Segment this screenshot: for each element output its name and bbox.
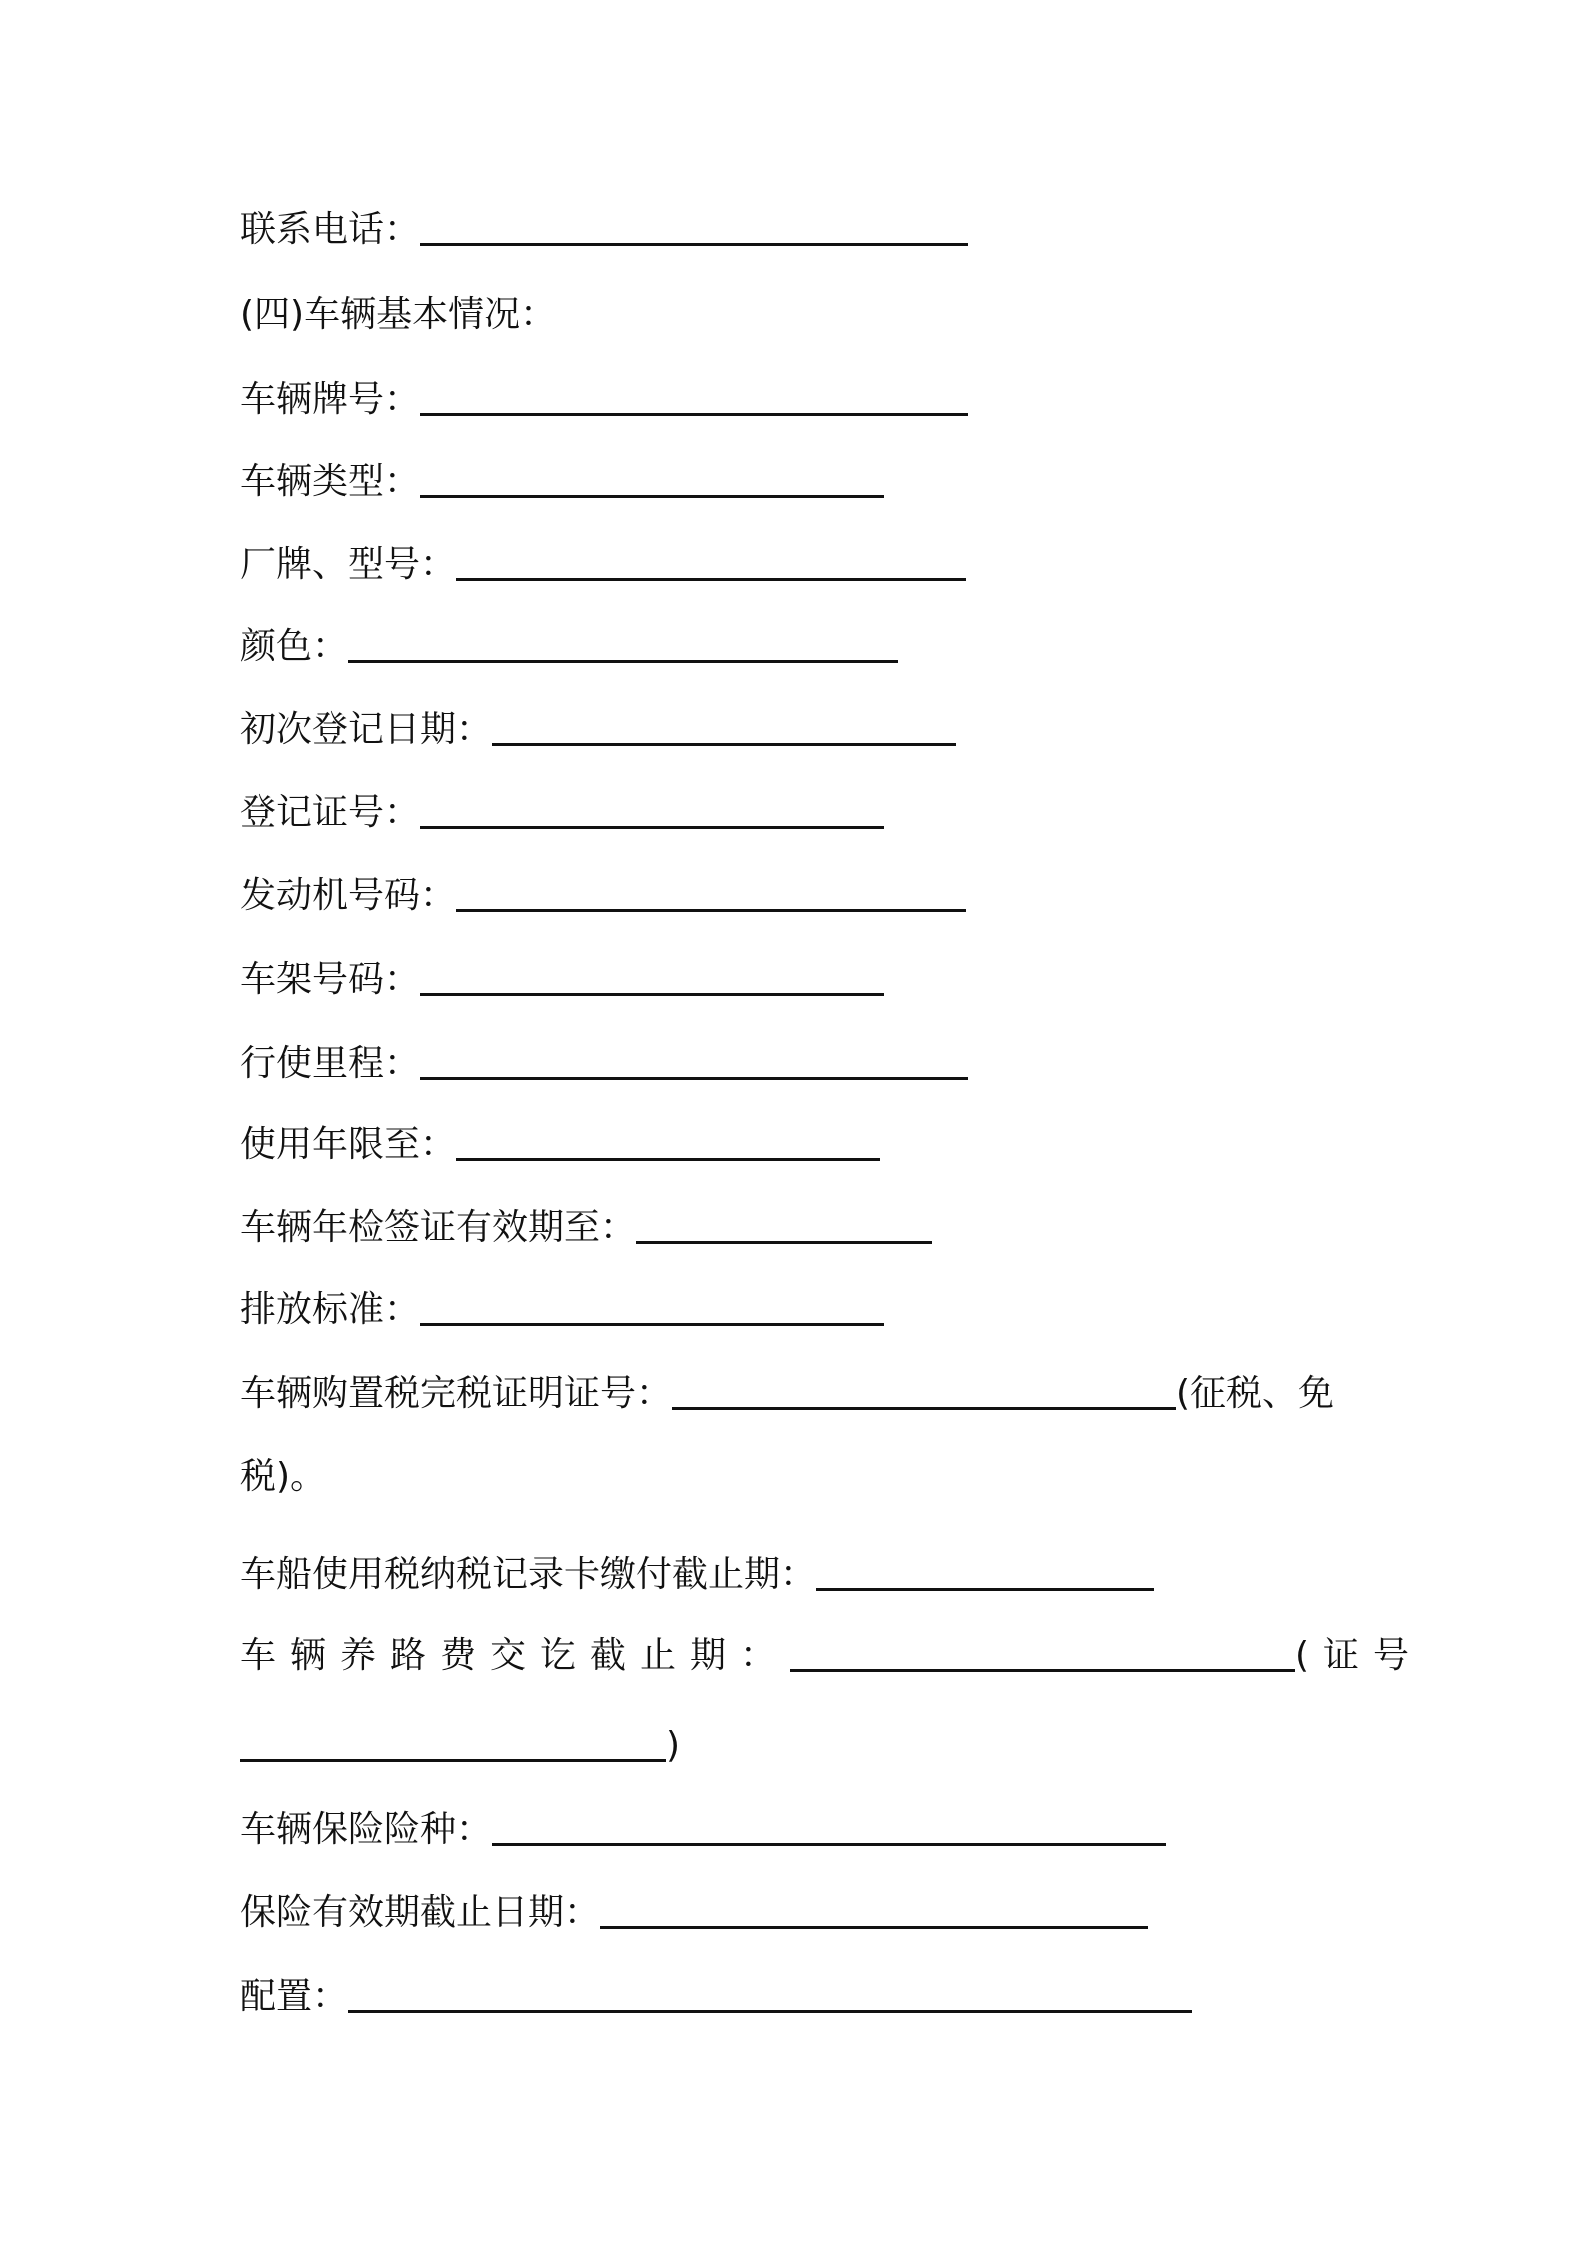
- vehicle-type-blank[interactable]: [420, 455, 884, 498]
- annual-inspection-label: 车辆年检签证有效期至：: [240, 1207, 637, 1248]
- engine-number-blank[interactable]: [456, 869, 966, 912]
- registration-cert-line: [240, 783, 884, 843]
- brand-model-label: 厂牌、型号：: [240, 544, 457, 585]
- vessel-tax-blank[interactable]: [816, 1548, 1154, 1591]
- road-fee-line: [240, 1626, 1423, 1686]
- color-label: 颜色：: [240, 626, 349, 667]
- vehicle-type-label: 车辆类型：: [240, 461, 421, 502]
- purchase-tax-label: 车辆购置税完税证明证号：: [240, 1373, 673, 1414]
- service-life-line: [240, 1115, 880, 1175]
- emission-standard-line: [240, 1280, 884, 1340]
- service-life-label: 使用年限至：: [240, 1124, 457, 1165]
- road-fee-cert-blank[interactable]: [240, 1719, 666, 1762]
- insurance-type-label: 车辆保险险种：: [240, 1809, 493, 1850]
- emission-standard-blank[interactable]: [420, 1283, 884, 1326]
- insurance-type-blank[interactable]: [492, 1803, 1166, 1846]
- annual-inspection-line: [240, 1198, 932, 1258]
- vehicle-type-line: [240, 452, 884, 512]
- purchase-tax-blank[interactable]: [672, 1367, 1176, 1410]
- road-fee-cert-suffix: ): [666, 1725, 681, 1766]
- vessel-tax-label: 车船使用税纳税记录卡缴付截止期：: [240, 1554, 817, 1595]
- purchase-tax-continued: 税)。: [240, 1456, 327, 1497]
- emission-standard-label: 排放标准：: [240, 1289, 421, 1330]
- registration-cert-label: 登记证号：: [240, 792, 421, 833]
- brand-model-blank[interactable]: [456, 538, 966, 581]
- brand-model-line: [240, 535, 966, 595]
- registration-cert-blank[interactable]: [420, 786, 884, 829]
- road-fee-cert-line: [240, 1716, 680, 1776]
- color-line: [240, 617, 898, 677]
- configuration-label: 配置：: [240, 1976, 349, 2017]
- purchase-tax-line: [240, 1364, 1334, 1424]
- insurance-expiry-line: [240, 1883, 1148, 1943]
- section-4-heading: [240, 285, 556, 345]
- mileage-label: 行使里程：: [240, 1043, 421, 1084]
- purchase-tax-continued-line: [240, 1447, 326, 1507]
- plate-number-label: 车辆牌号：: [240, 379, 421, 420]
- plate-number-line: [240, 370, 968, 430]
- frame-number-line: [240, 950, 884, 1010]
- color-blank[interactable]: [348, 620, 898, 663]
- purchase-tax-suffix: (征税、免: [1176, 1373, 1335, 1414]
- contact-phone-blank[interactable]: [420, 203, 968, 246]
- mileage-line: [240, 1034, 968, 1094]
- contact-phone-line: [240, 200, 968, 260]
- annual-inspection-blank[interactable]: [636, 1201, 932, 1244]
- road-fee-suffix: (证号: [1295, 1635, 1424, 1676]
- mileage-blank[interactable]: [420, 1037, 968, 1080]
- frame-number-label: 车架号码：: [240, 959, 421, 1000]
- insurance-expiry-label: 保险有效期截止日期：: [240, 1892, 601, 1933]
- frame-number-blank[interactable]: [420, 953, 884, 996]
- contact-phone-label: 联系电话：: [240, 209, 421, 250]
- section-4-title: (四)车辆基本情况：: [240, 294, 557, 335]
- plate-number-blank[interactable]: [420, 373, 968, 416]
- insurance-type-line: [240, 1800, 1166, 1860]
- first-registration-date-line: [240, 700, 956, 760]
- road-fee-blank[interactable]: [790, 1629, 1295, 1672]
- service-life-blank[interactable]: [456, 1118, 880, 1161]
- insurance-expiry-blank[interactable]: [600, 1886, 1148, 1929]
- first-registration-date-blank[interactable]: [492, 703, 956, 746]
- configuration-line: [240, 1967, 1192, 2027]
- road-fee-label: 车辆养路费交讫截止期：: [240, 1635, 791, 1676]
- configuration-blank[interactable]: [348, 1970, 1192, 2013]
- first-registration-date-label: 初次登记日期：: [240, 709, 493, 750]
- engine-number-line: [240, 866, 966, 926]
- vessel-tax-line: [240, 1545, 1154, 1605]
- engine-number-label: 发动机号码：: [240, 875, 457, 916]
